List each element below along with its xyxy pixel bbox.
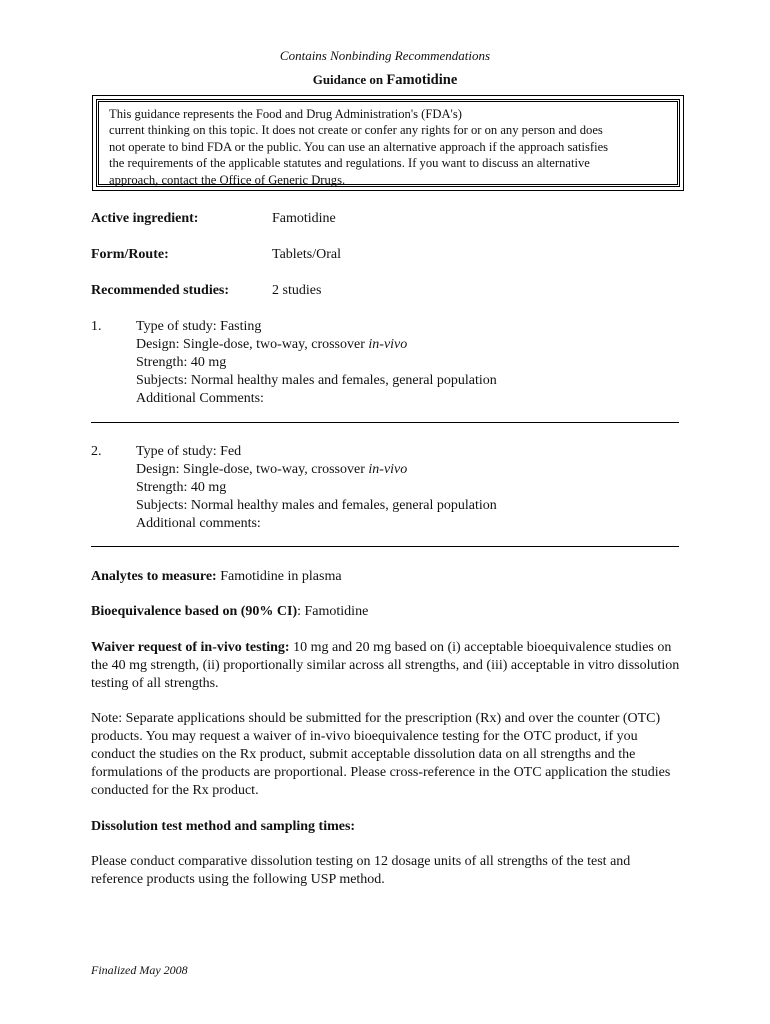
divider <box>91 422 679 423</box>
study-details <box>136 443 497 533</box>
study-design: Design: Single-dose, two-way, crossover in-vivo <box>136 337 408 352</box>
note-paragraph: Note: Separate applications should be submitted for the prescription (Rx) and over the counter (OTC) products. You may request a waiver of in-vivo bioequivalence testing for the OTC product, if you conduct the studies on the Rx product, submit acceptable dissolution data on all strengths and the formulations of the products are proportional. Please cross-reference in the OTC application the studies conducted for the Rx product. <box>91 711 671 798</box>
study-comments: Additional Comments: <box>136 391 264 406</box>
analytes-value: Famotidine in plasma <box>216 569 342 584</box>
nonbinding-note: Contains Nonbinding Recommendations <box>279 48 491 63</box>
study-strength: Strength: 40 mg <box>136 355 227 370</box>
notice-line: This guidance represents the Food and Drug Administration's (FDA's) <box>109 107 462 121</box>
document-title <box>0 72 770 89</box>
study-subjects: Subjects: Normal healthy males and females, general population <box>136 498 497 513</box>
notice-line: approach, contact the Office of Generic Drugs. <box>109 172 346 187</box>
title-prefix: Guidance on <box>312 72 384 87</box>
notice-line: current thinking on this topic. It does not create or confer any rights for or on any person and does <box>109 123 603 138</box>
notice-line: not operate to bind FDA or the public. You can use an alternative approach if the approach satisfies <box>109 139 609 154</box>
bioequivalence-paragraph <box>91 603 681 621</box>
waiver-paragraph <box>91 639 681 693</box>
waiver-value: 10 mg and 20 mg based on (i) acceptable bioequivalence studies on the 40 mg strength, (ii) proportionally similar across all strengths, and (iii) acceptable in vitro dissolution testing of all strengths. <box>91 640 680 691</box>
form-route-value: Tablets/Oral <box>272 247 341 262</box>
finalized-date: Finalized May 2008 <box>91 963 188 977</box>
study-strength: Strength: 40 mg <box>136 480 227 495</box>
notice-line: the requirements of the applicable statutes and regulations. If you want to discuss an alternative <box>109 156 590 171</box>
dissolution-heading: Dissolution test method and sampling times: <box>91 819 356 834</box>
form-route-label: Form/Route: <box>91 247 169 262</box>
title-drug: Famotidine <box>386 72 458 88</box>
active-ingredient-value: Famotidine <box>272 211 336 226</box>
guidance-notice-text <box>96 99 680 187</box>
analytes-paragraph <box>91 568 681 586</box>
divider <box>91 546 679 547</box>
study-type: Type of study: Fed <box>136 444 242 459</box>
recommended-studies-value: 2 studies <box>272 283 322 298</box>
bioequivalence-value: : Famotidine <box>297 604 369 619</box>
active-ingredient-label: Active ingredient: <box>91 211 199 226</box>
study-number: 1. <box>91 319 102 334</box>
dissolution-paragraph: Please conduct comparative dissolution testing on 12 dosage units of all strengths of the test and reference products using the following USP method. <box>91 854 631 887</box>
study-subjects: Subjects: Normal healthy males and females, general population <box>136 373 497 388</box>
study-comments: Additional comments: <box>136 516 261 531</box>
guidance-notice-box <box>92 95 684 191</box>
analytes-label: Analytes to measure: <box>91 569 217 584</box>
study-design: Design: Single-dose, two-way, crossover in-vivo <box>136 462 408 477</box>
bioequivalence-label: Bioequivalence based on (90% CI) <box>91 604 298 619</box>
waiver-label: Waiver request of in-vivo testing: <box>91 640 290 655</box>
study-type: Type of study: Fasting <box>136 319 262 334</box>
recommended-studies-label: Recommended studies: <box>91 283 230 298</box>
study-details <box>136 318 497 408</box>
study-number: 2. <box>91 444 102 459</box>
